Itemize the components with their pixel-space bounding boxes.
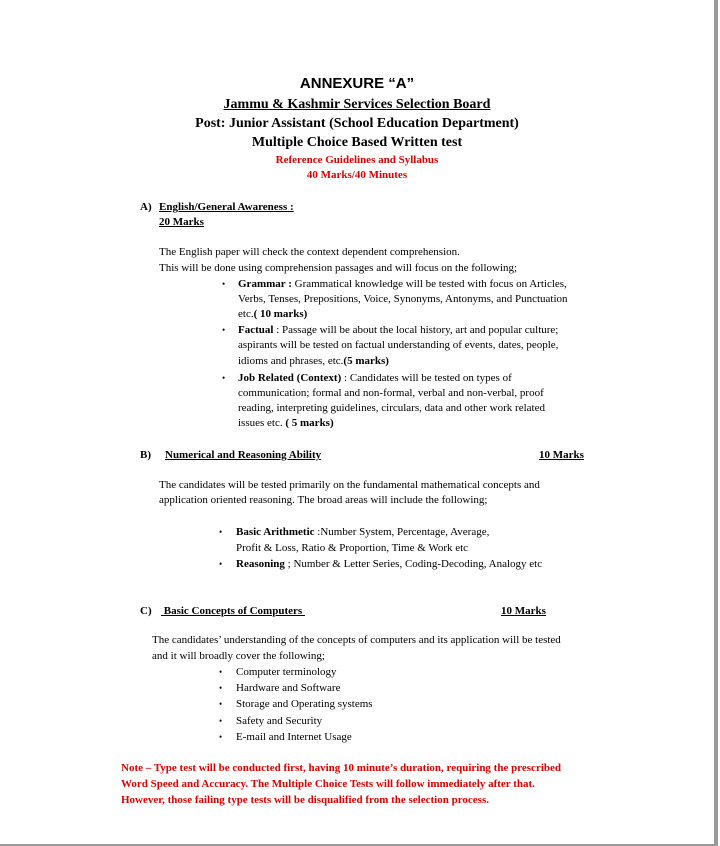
- list-item: Safety and Security: [236, 715, 323, 727]
- section-a-title: English/General Awareness :: [159, 201, 294, 213]
- bullet-icon: •: [222, 279, 226, 289]
- arith-line-2: Profit & Loss, Ratio & Proportion, Time & Work etc: [236, 542, 469, 554]
- job-etc: issues etc.: [238, 417, 286, 429]
- reference-title: Reference Guidelines and Syllabus: [275, 154, 439, 166]
- section-a-intro-line: This will be done using comprehension passages and will focus on the following;: [159, 262, 518, 274]
- job-line-2: communication; formal and non-formal, verbal and non-verbal, proof: [238, 387, 544, 399]
- section-c-title: Basic Concepts of Computers: [161, 605, 305, 617]
- grammar-line-1: [238, 277, 567, 292]
- list-item: Storage and Operating systems: [236, 698, 373, 710]
- factual-line-2: aspirants will be tested on factual understanding of events, dates, people,: [238, 339, 559, 351]
- section-c-intro-line: The candidates’ understanding of the concepts of computers and its application will be tested: [152, 634, 561, 646]
- factual-heading: Factual: [238, 324, 274, 336]
- post-title: Post: Junior Assistant (School Education Department): [195, 116, 519, 131]
- section-a-label: A): [140, 201, 152, 213]
- bullet-icon: •: [219, 699, 223, 709]
- reason-text: ; Number & Letter Series, Coding-Decoding, Analogy etc: [284, 558, 543, 570]
- bullet-icon: •: [219, 559, 223, 569]
- grammar-line-3: [238, 307, 307, 322]
- section-c-marks: 10 Marks: [501, 605, 546, 617]
- section-c-intro-line: and it will broadly cover the following;: [152, 650, 325, 662]
- factual-marks: (5 marks): [343, 355, 389, 367]
- section-a-intro-line: The English paper will check the context dependent comprehension.: [159, 246, 460, 258]
- job-text: : Candidates will be tested on types of: [341, 372, 512, 384]
- bullet-icon: •: [222, 325, 226, 335]
- factual-text: : Passage will be about the local history, art and popular culture;: [273, 324, 559, 336]
- bullet-icon: •: [219, 732, 223, 742]
- test-type: Multiple Choice Based Written test: [251, 135, 463, 150]
- job-line-4: [238, 416, 334, 431]
- marks-time: 40 Marks/40 Minutes: [306, 169, 408, 181]
- reason-line-1: [236, 557, 542, 572]
- arith-text: :Number System, Percentage, Average,: [314, 526, 490, 538]
- list-item: Hardware and Software: [236, 682, 341, 694]
- grammar-etc: etc.: [238, 308, 254, 320]
- annexure-title: ANNEXURE “A”: [299, 75, 415, 92]
- bullet-icon: •: [222, 373, 226, 383]
- job-line-1: [238, 371, 512, 386]
- note-line: Word Speed and Accuracy. The Multiple Choice Tests will follow immediately after that.: [121, 778, 535, 790]
- section-b-intro-line: application oriented reasoning. The broad areas will include the following;: [159, 494, 488, 506]
- job-marks: ( 5 marks): [285, 417, 334, 429]
- arith-line-1: [236, 525, 489, 540]
- job-heading: Job Related (Context): [238, 372, 342, 384]
- arith-heading: Basic Arithmetic: [236, 526, 315, 538]
- section-c-label: C): [140, 605, 152, 617]
- bullet-icon: •: [219, 527, 223, 537]
- bullet-icon: •: [219, 716, 223, 726]
- note-line: Note – Type test will be conducted first, having 10 minute’s duration, requiring the prescribed: [121, 762, 561, 774]
- section-a-marks: 20 Marks: [159, 216, 204, 228]
- grammar-text: Grammatical knowledge will be tested with focus on Articles,: [291, 278, 567, 290]
- job-line-3: reading, interpreting guidelines, circulars, data and other work related: [238, 402, 545, 414]
- factual-etc: idioms and phrases, etc.: [238, 355, 344, 367]
- section-b-title: Numerical and Reasoning Ability: [165, 449, 322, 461]
- grammar-marks: ( 10 marks): [253, 308, 308, 320]
- grammar-heading: Grammar :: [238, 278, 292, 290]
- factual-line-3: [238, 354, 389, 369]
- factual-line-1: [238, 323, 558, 338]
- bullet-icon: •: [219, 683, 223, 693]
- note-line: However, those failing type tests will be disqualified from the selection process.: [121, 794, 489, 806]
- section-b-marks: 10 Marks: [539, 449, 584, 461]
- grammar-line-2: Verbs, Tenses, Prepositions, Voice, Synonyms, Antonyms, and Punctuation: [238, 293, 568, 305]
- section-b-intro-line: The candidates will be tested primarily on the fundamental mathematical concepts and: [159, 479, 540, 491]
- reason-heading: Reasoning: [236, 558, 285, 570]
- bullet-icon: •: [219, 667, 223, 677]
- board-name: Jammu & Kashmir Services Selection Board: [223, 97, 491, 112]
- list-item: Computer terminology: [236, 666, 337, 678]
- section-b-label: B): [140, 449, 151, 461]
- list-item: E-mail and Internet Usage: [236, 731, 352, 743]
